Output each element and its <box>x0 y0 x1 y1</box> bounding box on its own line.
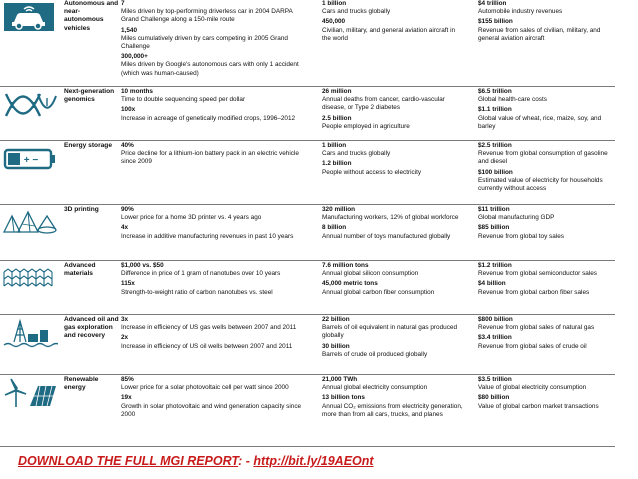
stat-description: Barrels of crude oil produced globally <box>322 350 428 358</box>
technology-name: Advanced materials <box>64 262 96 278</box>
stat-entry <box>322 115 465 131</box>
row-divider <box>0 204 615 205</box>
stat-entry <box>121 53 311 78</box>
stat-value: $800 billion <box>478 316 513 323</box>
stat-entry <box>322 316 465 341</box>
stat-description: Annual global electricity consumption <box>322 384 428 392</box>
stat-description: Time to double sequencing speed per dollar <box>121 96 246 104</box>
stat-value: 13 billion tons <box>322 394 365 402</box>
acceleration-column <box>121 0 311 80</box>
stat-description: Increase in efficiency of US gas wells between 2007 and 2011 <box>121 324 297 332</box>
stat-entry <box>322 0 465 16</box>
stat-value: 2.5 billion <box>322 114 352 122</box>
stat-description: Increase in efficiency of US oil wells between 2007 and 2011 <box>121 342 293 350</box>
stat-value: 45,000 metric tons <box>322 280 378 288</box>
stat-value: 19x <box>121 394 132 402</box>
stat-value: 85% <box>121 376 134 383</box>
scale-column <box>322 316 465 361</box>
economic-value-column <box>478 262 618 299</box>
stat-value: $4 trillion <box>478 0 507 7</box>
technology-name: Renewable energy <box>64 376 99 392</box>
stat-entry <box>322 18 465 43</box>
stat-description: Lower price for a home 3D printer vs. 4 years ago <box>121 214 262 222</box>
stat-description: Increase in acreage of genetically modified crops, 1996–2012 <box>121 114 296 122</box>
stat-description: Price decline for a lithium-ion battery pack in an electric vehicle since 2009 <box>121 150 299 166</box>
economic-value-column <box>478 142 618 195</box>
stat-description: Growth in solar photovoltaic and wind generation capacity since 2000 <box>121 402 302 418</box>
stat-value: 22 billion <box>322 316 350 323</box>
stat-value: 300,000+ <box>121 53 148 61</box>
row-divider <box>0 374 615 375</box>
battery-icon <box>2 144 58 174</box>
stat-description: Revenue from global sales of crude oil <box>478 342 587 350</box>
footer-separator: : - <box>238 454 254 468</box>
stat-entry <box>478 376 618 392</box>
stat-entry <box>322 224 465 240</box>
car-with-signal-icon <box>2 2 58 32</box>
acceleration-column <box>121 142 311 169</box>
stat-entry <box>478 106 618 131</box>
stat-entry <box>322 160 465 176</box>
stat-description: Global manufacturing GDP <box>478 214 555 222</box>
stat-value: 1 billion <box>322 142 347 149</box>
row-divider <box>0 314 615 315</box>
stat-description: Miles cumulatively driven by cars competing in 2005 Grand Challenge <box>121 34 288 51</box>
stat-entry <box>478 142 618 167</box>
oil-rig-icon <box>2 318 58 348</box>
stat-value: 2x <box>121 334 129 342</box>
stat-description: Annual number of toys manufactured globally <box>322 232 451 240</box>
economic-value-column <box>478 316 618 353</box>
stat-value: 40% <box>121 142 134 149</box>
stat-description: Revenue from global consumption of gasoline and diesel <box>478 150 608 166</box>
stat-description: Revenue from global sales of natural gas <box>478 324 595 332</box>
stat-entry <box>478 18 618 43</box>
stat-description: Revenue from global semiconductor sales <box>478 270 597 278</box>
stat-description: Revenue from global toy sales <box>478 232 564 240</box>
technology-name: Next-generation genomics <box>64 88 115 104</box>
stat-entry <box>121 0 311 25</box>
stat-description: People employed in agriculture <box>322 122 410 130</box>
stat-description: Lower price for a solar photovoltaic cell per watt since 2000 <box>121 384 289 392</box>
stat-description: Cars and trucks globally <box>322 8 391 16</box>
stat-description: Value of global carbon market transactions <box>478 402 599 410</box>
stat-value: $80 billion <box>478 394 510 402</box>
stat-value: 21,000 TWh <box>322 376 358 383</box>
stat-value: 26 million <box>322 88 352 95</box>
stat-entry <box>322 394 465 419</box>
stat-description: Automobile industry revenues <box>478 8 563 16</box>
technology-name: Advanced oil and gas exploration and recovery <box>64 316 119 340</box>
stat-description: Cars and trucks globally <box>322 150 391 158</box>
scale-column <box>322 0 465 45</box>
stat-entry <box>322 206 465 222</box>
stat-value: $1.1 trillion <box>478 106 512 114</box>
stat-description: Global health-care costs <box>478 96 547 104</box>
row-divider <box>0 260 615 261</box>
stat-value: $3.4 trillion <box>478 334 512 342</box>
wind-turbine-solar-panel-icon <box>2 378 58 408</box>
stat-description: Global value of wheat, rice, maize, soy, and barley <box>478 114 602 130</box>
row-divider <box>0 86 615 87</box>
dna-helix-icon <box>2 90 58 120</box>
stat-entry <box>478 316 618 332</box>
stat-description: Annual global silicon consumption <box>322 270 419 278</box>
stat-value: $85 billion <box>478 224 510 232</box>
stat-description: Annual deaths from cancer, cardio-vascular disease, or Type 2 diabetes <box>322 96 445 112</box>
stat-entry <box>322 343 465 359</box>
stat-description: Estimated value of electricity for households currently without access <box>478 176 603 193</box>
acceleration-column <box>121 88 311 125</box>
stat-entry <box>322 280 465 296</box>
stat-value: $100 billion <box>478 168 513 176</box>
stat-value: 1 billion <box>322 0 347 7</box>
stat-entry <box>121 262 311 278</box>
stat-description: Manufacturing workers, 12% of global workforce <box>322 214 459 222</box>
stat-description: People without access to electricity <box>322 168 422 176</box>
stat-value: 115x <box>121 280 135 288</box>
stat-entry <box>121 142 311 167</box>
stat-entry <box>121 334 311 350</box>
stat-value: $1,000 vs. $50 <box>121 262 164 269</box>
stat-entry <box>322 376 465 392</box>
stat-value: 30 billion <box>322 342 350 350</box>
stat-value: $1.2 trillion <box>478 262 512 269</box>
stat-entry <box>478 0 618 16</box>
stat-description: Difference in price of 1 gram of nanotubes over 10 years <box>121 270 281 278</box>
acceleration-column <box>121 262 311 299</box>
stat-entry <box>478 206 618 222</box>
row-divider <box>0 140 615 141</box>
stat-entry <box>121 280 311 296</box>
acceleration-column <box>121 316 311 353</box>
stat-value: 3x <box>121 316 129 323</box>
scale-column <box>322 206 465 243</box>
economic-value-column <box>478 206 618 243</box>
stat-description: Miles driven by top-performing driverless car in 2004 DARPA Grand Challenge along a 150-mile route <box>121 8 293 24</box>
svg-text:+ −: + − <box>23 155 39 166</box>
nanomaterial-lattice-icon <box>2 264 58 294</box>
stat-entry <box>478 334 618 350</box>
scale-column <box>322 376 465 421</box>
acceleration-column <box>121 376 311 421</box>
technology-name: Energy storage <box>64 142 113 149</box>
report-url-link[interactable]: http://bit.ly/19AEOnt <box>253 454 374 468</box>
download-report-link[interactable]: DOWNLOAD THE FULL MGI REPORT <box>18 454 239 468</box>
stat-entry <box>121 224 311 240</box>
stat-entry <box>121 88 311 104</box>
stat-value: $6.5 trillion <box>478 88 512 95</box>
stat-entry <box>121 376 311 392</box>
stat-entry <box>478 169 618 194</box>
stat-entry <box>478 280 618 296</box>
stat-entry <box>478 88 618 104</box>
scale-column <box>322 88 465 133</box>
stat-entry <box>121 316 311 332</box>
stat-value: 7 <box>121 0 125 7</box>
stat-value: $11 trillion <box>478 206 510 213</box>
stat-value: $4 billion <box>478 280 506 288</box>
stat-description: Increase in additive manufacturing revenues in past 10 years <box>121 232 294 240</box>
stat-value: 1,540 <box>121 26 137 34</box>
stat-value: 1.2 billion <box>322 160 352 168</box>
stat-description: Civilian, military, and general aviation aircraft in the world <box>322 26 456 42</box>
stat-value: 90% <box>121 206 134 213</box>
stat-entry <box>121 394 311 419</box>
stat-description: Revenue from global carbon fiber sales <box>478 288 590 296</box>
stat-entry <box>478 224 618 240</box>
download-footer <box>18 454 374 468</box>
stat-value: 4x <box>121 224 129 232</box>
technology-name: 3D printing <box>64 206 99 213</box>
3d-shapes-icon <box>2 208 58 238</box>
stat-description: Value of global electricity consumption <box>478 384 587 392</box>
stat-entry <box>322 262 465 278</box>
economic-value-column <box>478 376 618 413</box>
economic-value-column <box>478 0 618 45</box>
stat-value: 10 months <box>121 88 153 95</box>
stat-entry <box>322 88 465 113</box>
stat-entry <box>322 142 465 158</box>
economic-value-column <box>478 88 618 133</box>
stat-description: Strength-to-weight ratio of carbon nanotubes vs. steel <box>121 288 273 296</box>
stat-value: 450,000 <box>322 18 346 26</box>
stat-description: Annual global carbon fiber consumption <box>322 288 435 296</box>
stat-value: $2.5 trillion <box>478 142 512 149</box>
stat-value: 100x <box>121 106 136 114</box>
stat-entry <box>121 27 311 52</box>
stat-entry <box>478 394 618 410</box>
stat-entry <box>121 206 311 222</box>
acceleration-column <box>121 206 311 243</box>
stat-value: $155 billion <box>478 18 513 26</box>
stat-value: 7.6 million tons <box>322 262 369 269</box>
technology-name: Autonomous and near-autonomous vehicles <box>64 0 119 32</box>
stat-entry <box>478 262 618 278</box>
stat-description: Miles driven by Google's autonomous cars with only 1 accident (which was human-caused) <box>121 61 299 77</box>
scale-column <box>322 262 465 299</box>
stat-entry <box>121 106 311 122</box>
stat-description: Revenue from sales of civilian, military, and general aviation aircraft <box>478 26 601 42</box>
stat-value: 8 billion <box>322 224 347 232</box>
stat-value: $3.5 trillion <box>478 376 512 383</box>
stat-value: 320 million <box>322 206 356 213</box>
stat-description: Annual CO₂ emissions from electricity generation, more than from all cars, trucks, and planes <box>322 402 463 418</box>
stat-description: Barrels of oil equivalent in natural gas produced globally <box>322 324 457 340</box>
scale-column <box>322 142 465 179</box>
row-divider <box>0 446 615 447</box>
